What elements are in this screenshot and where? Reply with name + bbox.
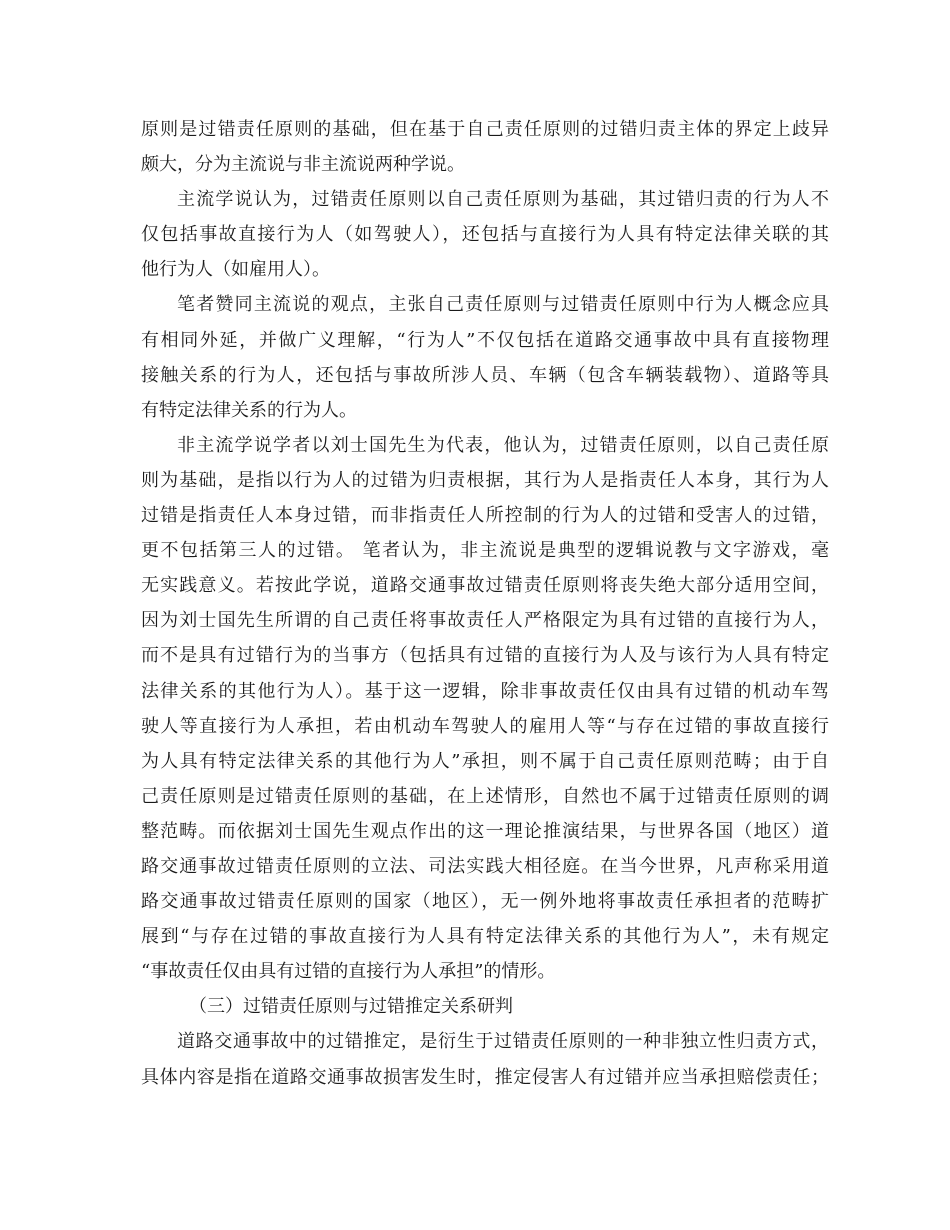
text-line: 展到“与存在过错的事故直接行为人具有特定法律关系的其他行为人”，未有规定: [141, 926, 829, 948]
text-line: 他行为人（如雇用人）。: [141, 259, 330, 281]
text-line: 更不包括第三人的过错。 笔者认为，非主流说是典型的逻辑说教与文字游戏，毫: [141, 540, 829, 562]
text-line: 原则是过错责任原则的基础，但在基于自己责任原则的过错归责主体的界定上歧异: [141, 119, 829, 140]
text-line: 为人具有特定法律关系的其他行为人”承担，则不属于自己责任原则范畴；由于自: [141, 750, 829, 772]
text-line: 整范畴。而依据刘士国先生观点作出的这一理论推演结果，与世界各国（地区）道: [141, 820, 829, 842]
text-line: 颇大，分为主流说与非主流说两种学说。: [141, 154, 465, 176]
body-text: [141, 112, 829, 1095]
text-line: 有特定法律关系的行为人。: [141, 399, 357, 421]
text-line: 因为刘士国先生所谓的自己责任将事故责任人严格限定为具有过错的直接行为人，: [141, 610, 829, 632]
text-line: 有相同外延，并做广义理解，“行为人”不仅包括在道路交通事故中具有直接物理: [141, 329, 829, 351]
text-line: 接触关系的行为人，还包括与事故所涉人员、车辆（包含车辆装载物）、道路等具: [141, 364, 829, 386]
text-line: “事故责任仅由具有过错的直接行为人承担”的情形。: [141, 961, 556, 983]
text-line: 路交通事故过错责任原则的立法、司法实践大相径庭。在当今世界，凡声称采用道: [141, 855, 829, 877]
text-line: 仅包括事故直接行为人（如驾驶人），还包括与直接行为人具有特定法律关联的其: [141, 224, 829, 246]
paragraph-first-line: 笔者赞同主流说的观点，主张自己责任原则与过错责任原则中行为人概念应具: [177, 294, 829, 316]
paragraph-first-line: 非主流学说学者以刘士国先生为代表，他认为，过错责任原则，以自己责任原: [177, 434, 829, 456]
text-line: 过错是指责任人本身过错，而非指责任人所控制的行为人的过错和受害人的过错，: [141, 505, 829, 527]
text-line: 驶人等直接行为人承担，若由机动车驾驶人的雇用人等“与存在过错的事故直接行: [141, 715, 829, 737]
section-heading: （三）过错责任原则与过错推定关系研判: [189, 996, 513, 1018]
text-line: 具体内容是指在道路交通事故损害发生时，推定侵害人有过错并应当承担赔偿责任；: [141, 1066, 829, 1088]
paragraph-first-line: 主流学说认为，过错责任原则以自己责任原则为基础，其过错归责的行为人不: [177, 189, 829, 211]
text-line: 路交通事故过错责任原则的国家（地区），无一例外地将事故责任承担者的范畴扩: [141, 891, 829, 913]
text-line: 而不是具有过错行为的当事方（包括具有过错的直接行为人及与该行为人具有特定: [141, 645, 829, 667]
text-line: 己责任原则是过错责任原则的基础，在上述情形，自然也不属于过错责任原则的调: [141, 785, 829, 807]
text-line: 无实践意义。若按此学说，道路交通事故过错责任原则将丧失绝大部分适用空间，: [141, 575, 829, 597]
text-line: 则为基础，是指以行为人的过错为归责根据，其行为人是指责任人本身，其行为人: [141, 469, 829, 491]
text-line: 法律关系的其他行为人）。基于这一逻辑，除非事故责任仅由具有过错的机动车驾: [141, 680, 829, 702]
paragraph-first-line: 道路交通事故中的过错推定，是衍生于过错责任原则的一种非独立性归责方式，: [177, 1031, 829, 1053]
